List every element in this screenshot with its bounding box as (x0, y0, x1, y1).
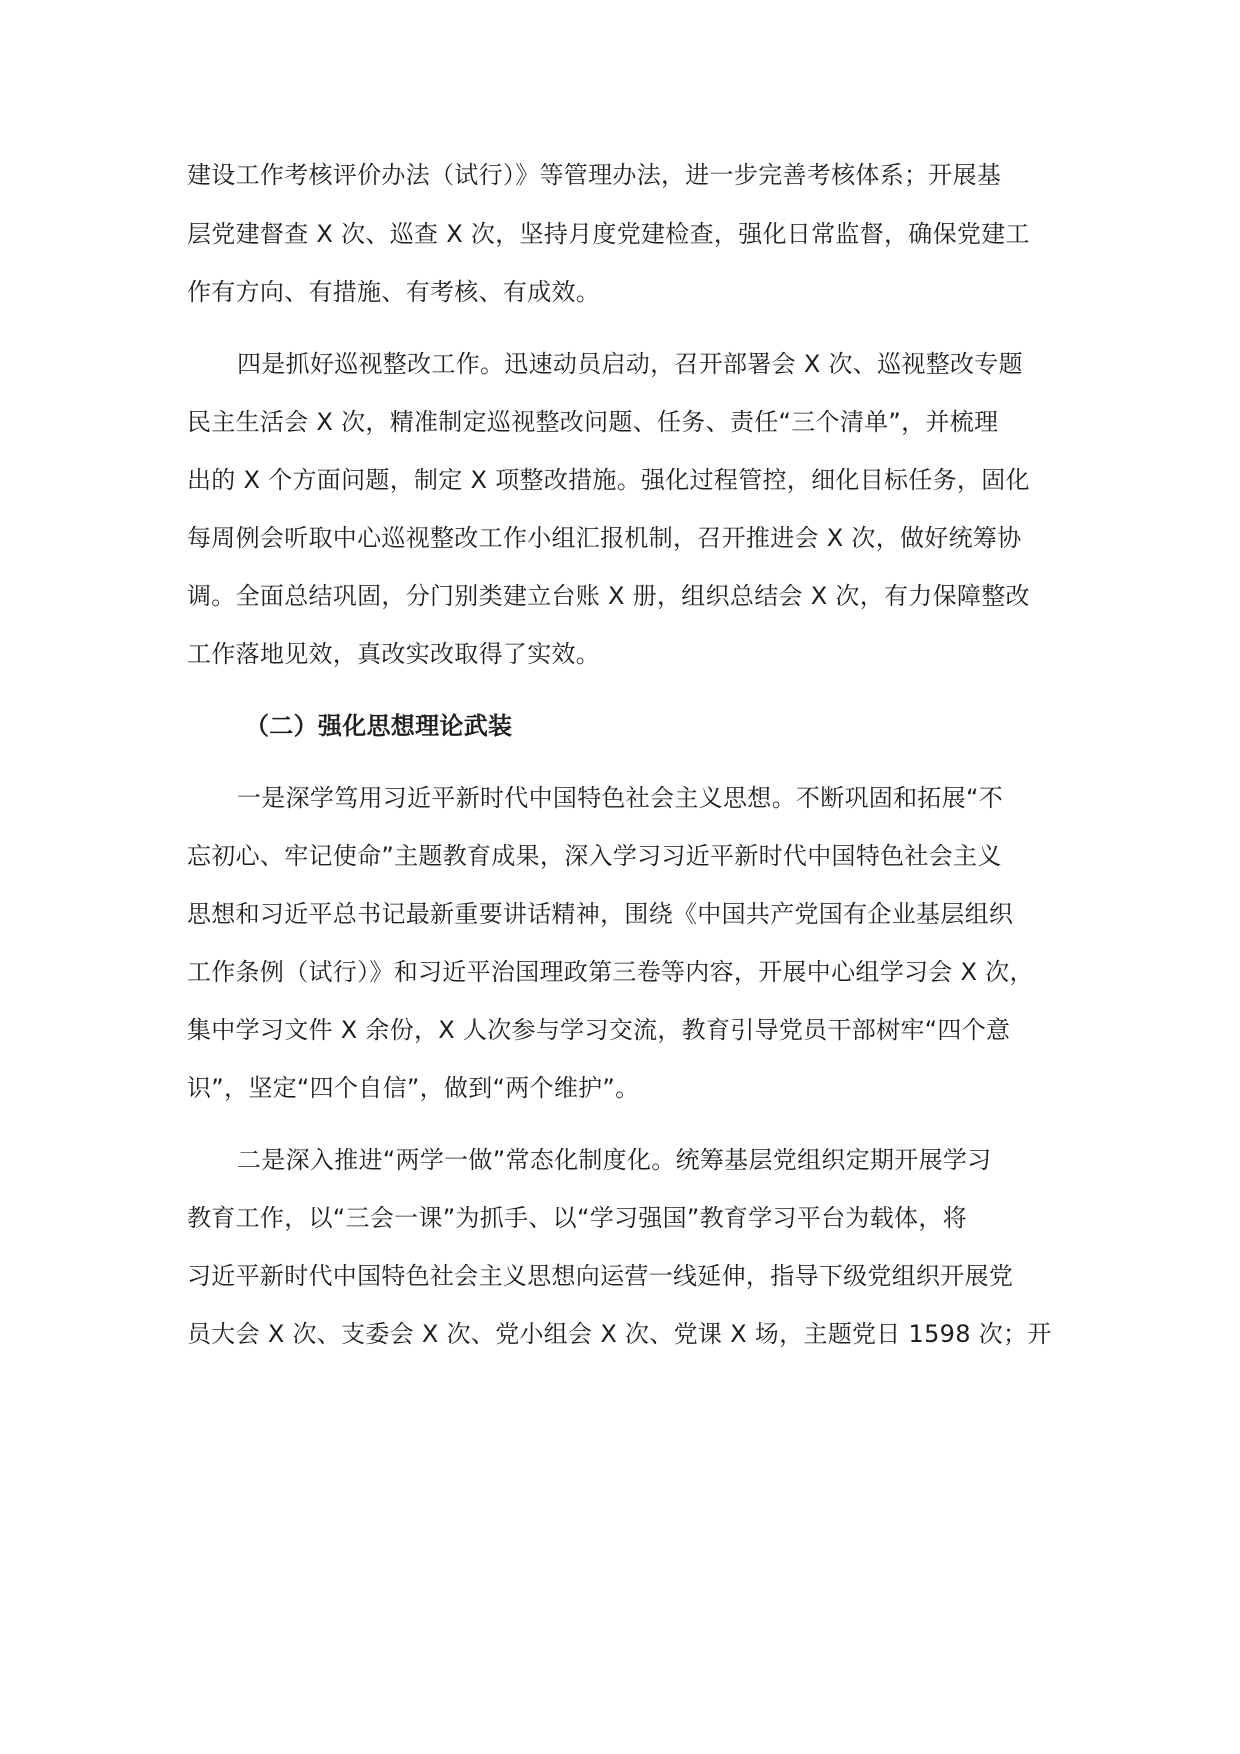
paragraph-line: 一是深学笃用习近平新时代中国特色社会主义思想。不断巩固和拓展“不 (237, 784, 1004, 812)
paragraph-line: 出的 X 个方面问题，制定 X 项整改措施。强化过程管控，细化目标任务，固化 (187, 466, 1030, 494)
section-heading: （二）强化思想理论武装 (245, 712, 513, 740)
paragraph-line: 思想和习近平总书记最新重要讲话精神，围绕《中国共产党国有企业基层组织 (187, 900, 1014, 928)
paragraph-line: 习近平新时代中国特色社会主义思想向运营一线延伸，指导下级党组织开展党 (187, 1262, 1014, 1290)
paragraph-line: 层党建督查 X 次、巡查 X 次，坚持月度党建检查，强化日常监督，确保党建工 (187, 220, 1030, 248)
paragraph-line: 建设工作考核评价办法（试行）》等管理办法，进一步完善考核体系；开展基 (187, 161, 1002, 189)
paragraph-line: 二是深入推进“两学一做”常态化制度化。统筹基层党组织定期开展学习 (237, 1146, 992, 1174)
paragraph-line: 作有方向、有措施、有考核、有成效。 (187, 278, 601, 306)
paragraph-line: 每周例会听取中心巡视整改工作小组汇报机制，召开推进会 X 次，做好统筹协 (187, 524, 1022, 552)
paragraph-line: 教育工作，以“三会一课”为抓手、以“学习强国”教育学习平台为载体，将 (187, 1204, 967, 1232)
paragraph-line: 集中学习文件 X 余份，X 人次参与学习交流，教育引导党员干部树牢“四个意 (187, 1016, 1011, 1044)
paragraph-line: 工作条例（试行）》和习近平治国理政第三卷等内容，开展中心组学习会 X 次， (187, 958, 1034, 986)
paragraph-line: 识”，坚定“四个自信”，做到“两个维护”。 (187, 1074, 640, 1102)
paragraph-line: 工作落地见效，真改实改取得了实效。 (187, 640, 601, 668)
paragraph-line: 四是抓好巡视整改工作。迅速动员启动，召开部署会 X 次、巡视整改专题 (237, 350, 1023, 378)
paragraph-line: 忘初心、牢记使命”主题教育成果，深入学习习近平新时代中国特色社会主义 (187, 842, 1002, 870)
paragraph-line: 调。全面总结巩固，分门别类建立台账 X 册，组织总结会 X 次，有力保障整改 (187, 582, 1030, 610)
paragraph-line: 员大会 X 次、支委会 X 次、党小组会 X 次、党课 X 场，主题党日 1598 次；开 (187, 1320, 1052, 1348)
paragraph-line: 民主生活会 X 次，精准制定巡视整改问题、任务、责任“三个清单”，并梳理 (187, 408, 999, 436)
